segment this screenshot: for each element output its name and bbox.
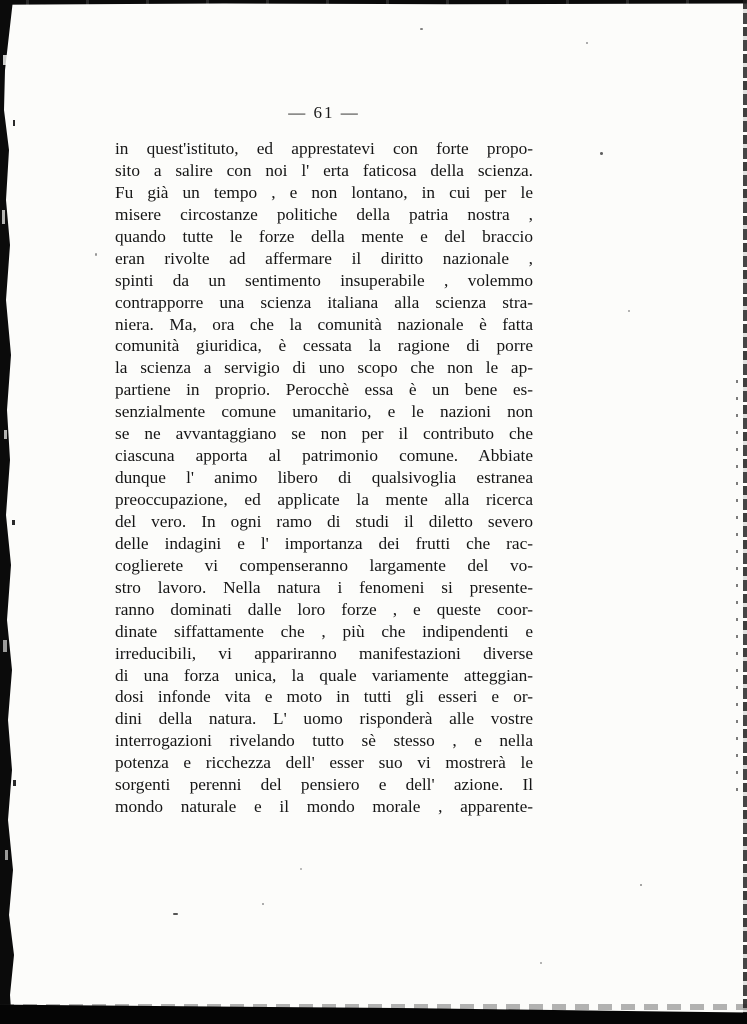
page-number: — 61 — [288,103,360,122]
scan-speck [600,152,603,155]
text-line: dosi infonde vita e moto in tutti gli esseri e or- [115,687,533,707]
text-line: se ne avvantaggiano se non per il contributo che [115,424,533,444]
scan-speck [640,884,642,886]
text-line: mondo naturale e il mondo morale , apparente- [115,797,533,817]
text-line: delle indagini e l' importanza dei frutti che rac- [115,533,533,553]
text-line: niera. Ma, ora che la comunità nazionale è fatta [115,314,533,334]
text-line: contrapporre una scienza italiana alla scienza stra- [115,292,533,312]
text-line: del vero. In ogni ramo di studi il diletto severo [115,511,533,531]
scan-speck [300,868,302,870]
text-line: comunità giuridica, è cessata la ragione di porre [115,336,533,356]
text-line: stro lavoro. Nella natura i fenomeni si presente- [115,577,533,597]
text-line: la scienza a servigio di uno scopo che non le ap- [115,358,533,378]
text-line: potenza e ricchezza dell' esser suo vi mostrerà le [115,753,533,773]
text-line: misere circostanze politiche della patria nostra , [115,204,533,224]
text-line: preoccupazione, ed applicate la mente alla ricerca [115,490,533,509]
scan-speck [262,903,264,905]
text-line: ciascuna apporta al patrimonio comune. Abbiate [115,446,533,466]
scan-speck [173,913,178,915]
text-line: Fu già un tempo , e non lontano, in cui per le [115,182,533,202]
scan-speck [628,310,630,312]
text-line: irreducibili, vi appariranno manifestazioni diverse [115,643,533,663]
text-line: dunque l' animo libero di qualsivoglia estranea [115,468,533,488]
text-line: sito a salire con noi l' erta faticosa della scienza. [115,160,533,180]
text-line: eran rivolte ad affermare il diritto nazionale , [115,248,533,268]
text-line: di una forza unica, la quale variamente atteggian- [115,665,533,685]
scan-speck [586,42,588,44]
text-line: ranno dominati dalle loro forze , e queste coor- [115,599,533,619]
text-line: partiene in proprio. Perocchè essa è un bene es- [115,380,533,400]
scan-speck [95,253,97,256]
scan-edge-right [743,0,747,1024]
text-line: quando tutte le forze della mente e del braccio [115,226,533,246]
scan-edge-top [0,0,747,5]
scan-speck [540,962,542,964]
text-line: senzialmente comune umanitario, e le nazioni non [115,402,533,422]
scan-edge-right-speckle [736,380,738,800]
body-text [115,138,533,818]
text-line: in quest'istituto, ed apprestatevi con forte propo- [115,139,533,158]
text-line: coglierete vi compenseranno largamente del vo- [115,555,533,575]
scan-speck [420,28,423,30]
text-line: spinti da un sentimento insuperabile , volemmo [115,270,533,290]
text-line: dinate siffattamente che , più che indipendenti e [115,621,533,641]
text-line: sorgenti perenni del pensiero e dell' azione. Il [115,775,533,795]
scan-binding-edge-left [0,0,18,1024]
text-line: dini della natura. L' uomo risponderà alle vostre [115,709,533,729]
text-line: interrogazioni rivelando tutto sè stesso , e nella [115,731,533,751]
